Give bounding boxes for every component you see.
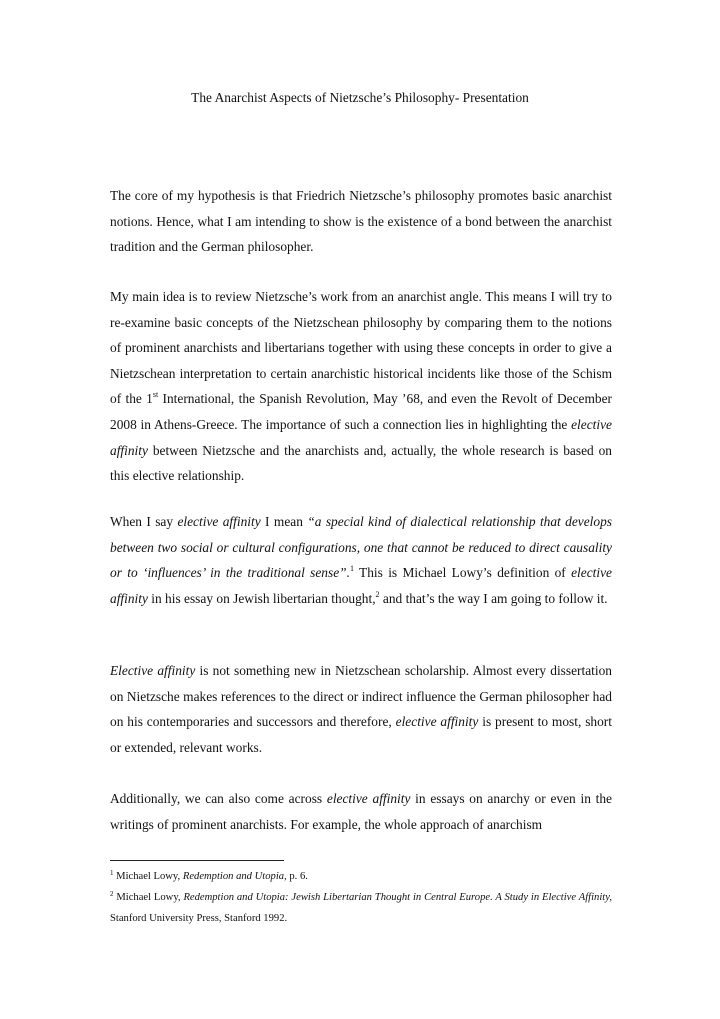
footnote-number: 2 (110, 890, 114, 898)
text-run: International, the Spanish Revolution, May ’68, and even the Revolt of December 2008 in Athens-Greece. The importance of such a connection lies in highlighting the (110, 391, 613, 432)
text-run: This is Michael Lowy’s definition of (353, 565, 572, 581)
footnote-divider (110, 860, 284, 861)
paragraph-main-idea (110, 284, 612, 489)
text-run: is not something new in Nietzschean scholarship. Almost every dissertation on Nietzsche makes references to the direct or indirect influence the German philosopher had on his contemporaries and successors and therefore, (110, 663, 612, 730)
text-run: My main idea is to review Nietzsche’s work from an anarchist angle. This means I will try to re-examine basic concepts of the Nietzschean philosophy by comparing them to the notions of prominent anarchists and libertarians together with using these concepts in order to give a Nietzschean interpretation to certain anarchistic historical incidents like those of the Schism of the 1 (110, 289, 612, 407)
emphasis-elective-affinity: elective affinity (326, 791, 411, 806)
text-run: and that’s the way I am going to follow it. (379, 590, 608, 606)
paragraph-definition (110, 509, 612, 611)
footnote-rest: p. 6. (286, 871, 308, 882)
emphasis-elective-affinity: Elective affinity (110, 663, 196, 678)
footnote-1 (110, 866, 612, 887)
superscript-ordinal: st (152, 390, 159, 400)
text-run: I mean (260, 514, 308, 529)
text-run: is present to most, short or extended, relevant works. (110, 714, 612, 755)
footnote-author: Michael Lowy, (113, 871, 183, 882)
footnote-2 (110, 887, 612, 929)
footnotes (110, 866, 612, 929)
footnote-work: Redemption and Utopia, (182, 871, 287, 882)
emphasis-elective-affinity: elective affinity (177, 514, 261, 529)
emphasis-elective-affinity: elective affinity (395, 714, 479, 730)
paragraph-hypothesis: The core of my hypothesis is that Friedrich Nietzsche’s philosophy promotes basic anarchist notions. Hence, what I am intending to show is the existence of a bond between the anarchist tradition and the German philosopher. (110, 188, 612, 255)
document-title: The Anarchist Aspects of Nietzsche’s Philosophy- Presentation (191, 90, 529, 105)
quotation: “a special kind of dialectical relationship that develops between two social or cultural configurations, one that cannot be reduced to direct causality or to ‘influences’ in the traditional sense”. (110, 514, 613, 581)
footnote-work: Redemption and Utopia: Jewish Libertarian Thought in Central Europe. A Study in Elective Affinity, (183, 892, 612, 903)
footnote-number: 1 (110, 869, 114, 877)
paragraph-additionally (110, 786, 612, 837)
footnote-rest: Stanford University Press, Stanford 1992. (110, 913, 288, 924)
footnote-author: Michael Lowy, (113, 892, 184, 903)
text-run: Additionally, we can also come across (110, 791, 327, 806)
text-run: When I say (110, 514, 178, 529)
footnote-ref-2: 2 (375, 589, 380, 599)
text-run: in essays on anarchy or even in the writings of prominent anarchists. For example, the whole approach of anarchism (110, 791, 612, 832)
emphasis-elective-affinity: elective affinity (110, 416, 612, 458)
emphasis-elective-affinity: elective affinity (110, 565, 612, 606)
footnote-ref-1: 1 (349, 564, 354, 574)
text-run: in his essay on Jewish libertarian thought, (147, 590, 376, 606)
text-run: between Nietzsche and the anarchists and, actually, the whole research is based on this elective relationship. (110, 442, 612, 484)
paragraph-scholarship (110, 658, 612, 760)
